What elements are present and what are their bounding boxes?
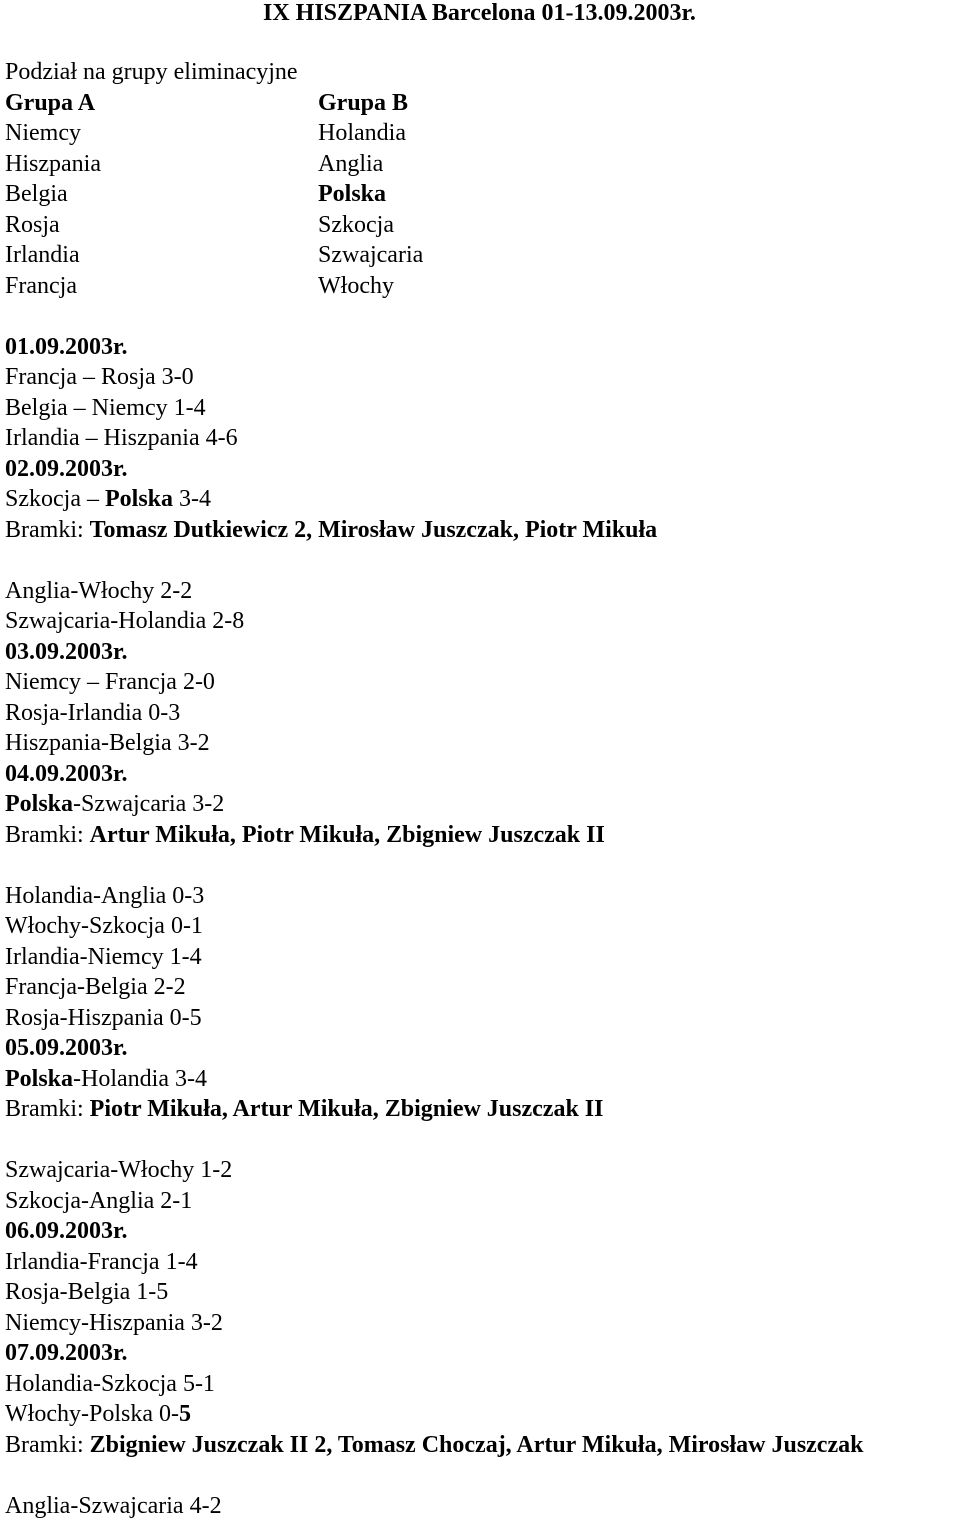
scorers-names: Zbigniew Juszczak II 2, Tomasz Choczaj, Artur Mikuła, Mirosław Juszczak [89,1431,864,1458]
poland-team: Polska [5,791,74,817]
groups-table [5,88,960,302]
group-a-team: Irlandia [5,242,80,268]
groups-row [5,210,960,241]
match-result: Anglia-Włochy 2-2 [5,577,193,604]
match-result: Francja-Belgia 2-2 [5,974,186,1000]
match-result: Niemcy-Hiszpania 3-2 [5,1309,223,1336]
match-rest: -Holandia 3-4 [73,1065,207,1092]
group-a-team: Rosja [5,211,60,238]
match-result: Szkocja-Anglia 2-1 [5,1187,193,1214]
match-result: Szwajcaria-Włochy 1-2 [5,1157,233,1183]
group-b-team: Anglia [318,150,384,177]
document-body [5,57,960,1521]
poland-match-result [5,1399,960,1430]
groups-row [5,118,960,149]
scorers-names: Piotr Mikuła, Artur Mikuła, Zbigniew Juszczak II [89,1096,604,1122]
match-rest: Włochy-Polska 0- [5,1401,179,1427]
match-result: Irlandia – Hiszpania 4-6 [5,425,238,451]
group-b-team: Włochy [318,272,394,299]
group-b-team: Polska [318,181,387,207]
match-result: Holandia-Anglia 0-3 [5,882,205,909]
groups-row [5,149,960,180]
match-result: Holandia-Szkocja 5-1 [5,1370,215,1397]
group-b-team: Szkocja [318,211,394,238]
match-score: 3-4 [173,486,211,512]
groups-header-row [5,88,960,119]
group-a-name: Grupa A [5,89,96,116]
scorers-names: Artur Mikuła, Piotr Mikuła, Zbigniew Juszczak II [89,821,605,848]
poland-match-result [5,789,960,820]
match-date: 06.09.2003r. [5,1218,128,1244]
group-a-team: Francja [5,272,77,299]
scorers-line [5,1430,960,1461]
match-date: 02.09.2003r. [5,455,128,482]
match-team: Szkocja – [5,486,105,512]
match-date: 01.09.2003r. [5,333,128,360]
scorers-line [5,515,960,546]
poland-match-result [5,484,960,515]
match-result: Irlandia-Francja 1-4 [5,1248,198,1275]
match-result: Francja – Rosja 3-0 [5,364,194,390]
groups-row [5,240,960,271]
scorers-label: Bramki: [5,1096,90,1122]
scorers-line [5,820,960,851]
group-b-team: Szwajcaria [318,242,424,268]
group-a-team: Niemcy [5,120,81,146]
match-date: 07.09.2003r. [5,1340,128,1366]
match-date: 03.09.2003r. [5,638,128,665]
scorers-label: Bramki: [5,1431,90,1458]
poland-team: Polska [104,486,173,512]
scorers-line [5,1094,960,1125]
match-result: Hiszpania-Belgia 3-2 [5,730,210,756]
group-b-name: Grupa B [318,89,409,116]
match-result: Irlandia-Niemcy 1-4 [5,943,202,970]
poland-match-result [5,1064,960,1095]
groups-heading: Podział na grupy eliminacyjne [5,59,298,85]
match-date: 04.09.2003r. [5,760,128,787]
group-a-team: Belgia [5,181,68,207]
groups-row [5,179,960,210]
match-result: Belgia – Niemcy 1-4 [5,394,206,421]
scorers-label: Bramki: [5,821,90,848]
match-result: Szwajcaria-Holandia 2-8 [5,608,245,634]
group-b-team: Holandia [318,120,406,146]
match-score: 5 [178,1401,191,1427]
match-result: Rosja-Hiszpania 0-5 [5,1004,202,1031]
match-result: Rosja-Belgia 1-5 [5,1279,169,1305]
scorers-names: Tomasz Dutkiewicz 2, Mirosław Juszczak, Piotr Mikuła [89,516,658,543]
match-result: Rosja-Irlandia 0-3 [5,699,181,726]
group-a-team: Hiszpania [5,150,101,177]
match-result: Anglia-Szwajcaria 4-2 [5,1492,222,1519]
page-title: IX HISZPANIA Barcelona 01-13.09.2003r. [263,0,696,26]
scorers-label: Bramki: [5,516,90,543]
match-date: 05.09.2003r. [5,1035,128,1061]
match-result: Niemcy – Francja 2-0 [5,669,215,695]
poland-team: Polska [5,1065,74,1092]
match-rest: -Szwajcaria 3-2 [73,791,225,817]
groups-row [5,271,960,302]
match-result: Włochy-Szkocja 0-1 [5,913,203,939]
